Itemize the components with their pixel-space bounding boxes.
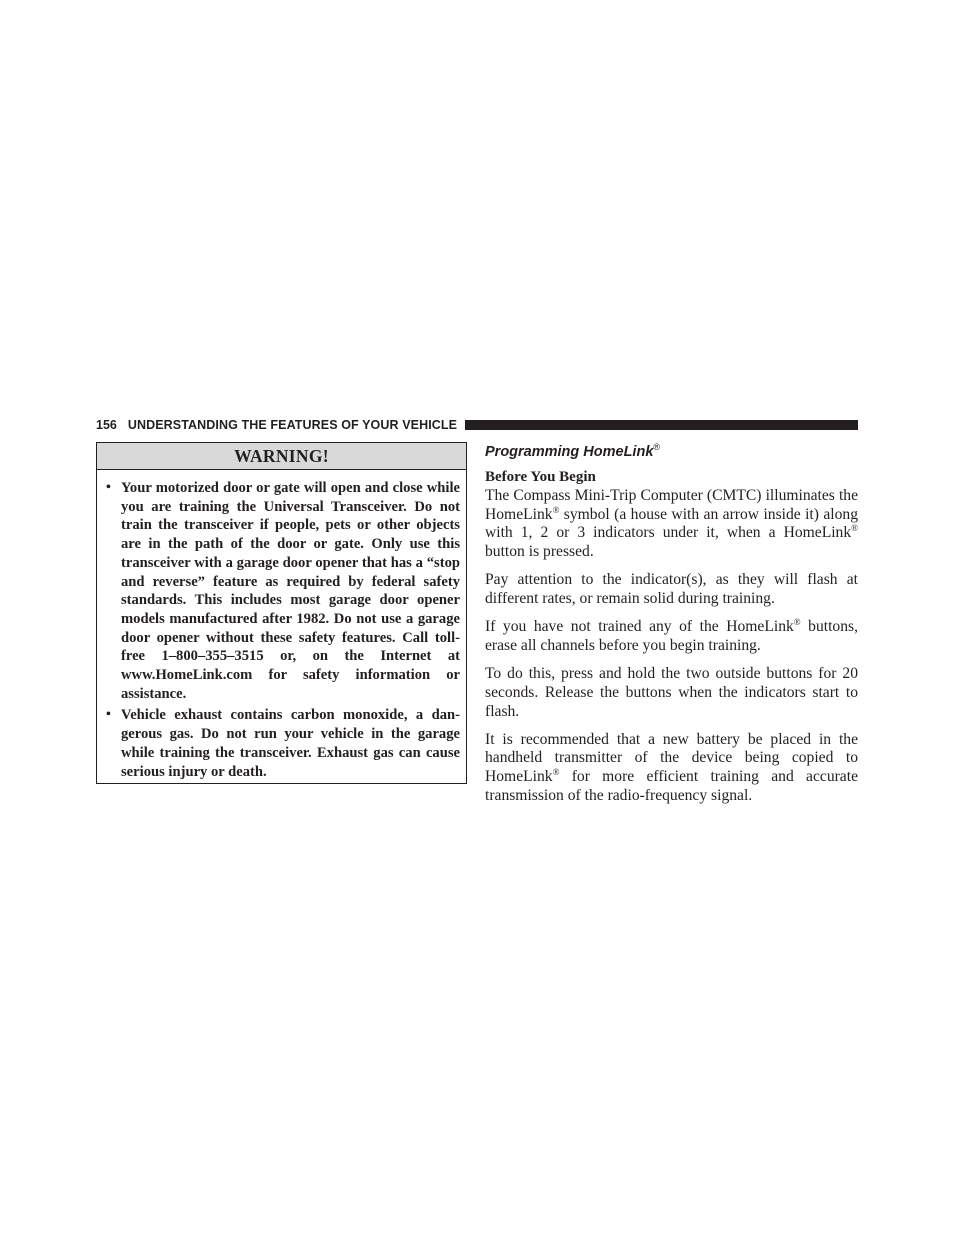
header-rule [465,420,858,430]
paragraph-text: The Compass Mini-Trip Computer (CMTC) illuminates the HomeLink [485,487,858,523]
paragraph [485,618,858,655]
warning-item [106,479,460,703]
registered-mark: ® [851,523,858,534]
bullet-icon: • [106,480,111,495]
registered-mark: ® [653,442,661,452]
paragraph-text: buttons, erase all channels before you begin training. [485,618,858,654]
bullet-icon: • [106,707,111,723]
warning-item-text: Your motorized door or gate will open and close while you are training the Universal Transceiver. Do not train the transceiver if people, pets or other objects are in the path of the door or gate. Only use this transceiver with a garage door opener that has a “stop and reverse” feature as required by federal safety standards. This includes most garage door opener models manufactured after 1982. Do not use a garage door opener without these safety features. Call toll-free 1–800–355–3515 or, on the Internet at www.HomeLink.com for safety information or assistance. [121,480,460,702]
registered-mark: ® [552,504,560,515]
paragraph-text: for more efficient training and accurate transmission of the radio-frequency signal. [485,768,858,804]
page-header [96,417,858,433]
subheading: Before You Begin [485,469,596,485]
section-heading [485,438,858,460]
warning-title: WARNING! [97,443,466,470]
paragraph [485,665,858,721]
warning-box [96,442,467,784]
warning-list [97,470,466,781]
paragraph-text: Pay attention to the indicator(s), as they will flash at different rates, or remain solid during training. [485,571,858,608]
paragraph [485,487,858,562]
registered-mark: ® [552,766,560,777]
warning-item-text: Vehicle exhaust contains carbon monoxide, a dangerous gas. Do not run your vehicle in the garage while training the transceiver. Exhaust gas can cause serious injury or death. [121,707,460,780]
paragraph-text: symbol (a house with an arrow inside it) along with 1, 2 or 3 indicators under it, when a HomeLink [485,505,858,542]
paragraph-text: button is pressed. [485,543,594,561]
warning-item [106,706,460,781]
section-heading-text: Programming HomeLink [485,443,654,460]
paragraph-text: If you have not trained any of the HomeLink [485,618,794,636]
paragraph-text: To do this, press and hold the two outside buttons for 20 seconds. Release the buttons when the indicators start to flash. [485,665,858,720]
content-column [485,438,858,815]
paragraph-text: It is recommended that a new battery be placed in the handheld transmitter of the device being copied to HomeLink [485,730,858,786]
registered-mark: ® [793,617,801,628]
chapter-title: UNDERSTANDING THE FEATURES OF YOUR VEHICLE [127,418,458,432]
page-number: 156 [96,418,117,432]
paragraph [485,731,858,806]
paragraph [485,571,858,608]
